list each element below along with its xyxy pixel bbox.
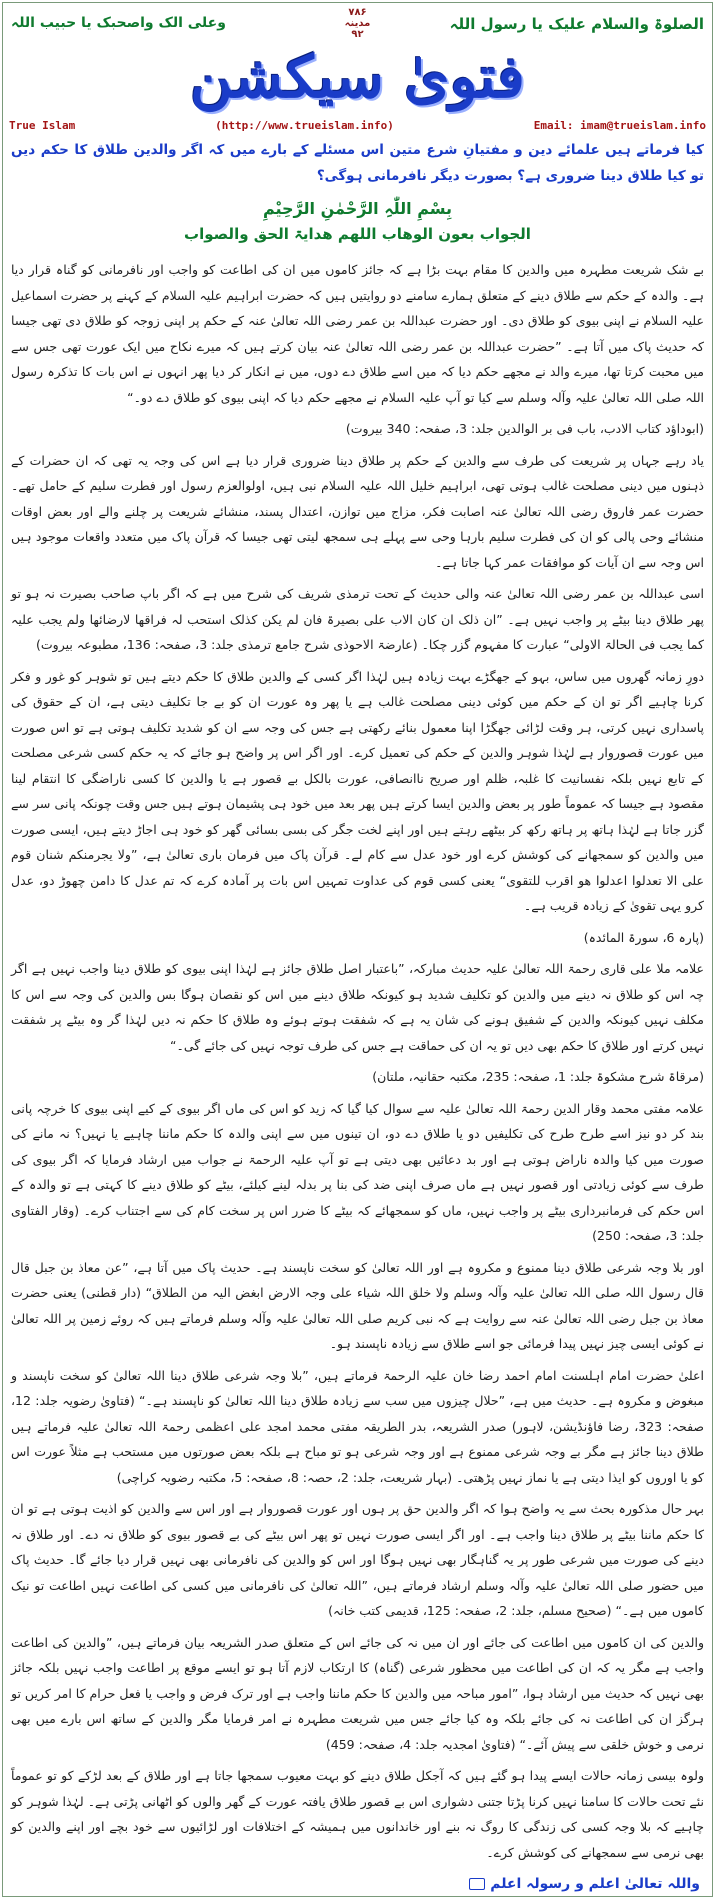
answer-paragraph: علامہ ملا علی قاری رحمۃ اللہ تعالیٰ علیہ حدیث مبارکہ، ”باعتبار اصل طلاق جائز ہے لہٰذا اپنی بیوی کو طلاق دینا واجب نہیں ہے اگر چہ اس کو طلاق نہ دینے میں والدین کو تکلیف شدید ہو کیونکہ طلاق دینے میں اس کو نقصان ہوگا بس والدین کی وجہ سے اس کا مکلف نہیں کیونکہ والدین کے شفیق ہونے کی شان یہ ہے کہ شفقت ہوتے ہوئے وہ طلاق کا حکم نہ دیں لہٰذا گر وہ بیٹے پر شفقت نہیں کرتے اور طلاق کا حکم بھی دیں تو یہ ان کی حماقت ہے جس کی طرف توجہ نہیں کی جائے گی۔“ <box>11 961 704 1053</box>
basmala: بِسْمِ اللّٰہِ الرَّحْمٰنِ الرَّحِیْمِ <box>262 199 453 218</box>
answer-body <box>11 257 704 1868</box>
answer-paragraph: بہر حال مذکورہ بحث سے یہ واضح ہوا کہ اگر والدین حق پر ہوں اور عورت قصوروار ہے اور اس سے والدین کو اذیت ہوتی ہے تو ان کا حکم ماننا بیٹے پر طلاق دینا واجب ہے۔ اور اگر ایسی صورت نہیں تو پھر اس بیٹے کی بے قصور بیوی کو طلاق نہ دے۔ اور طلاق نہ دینے کی صورت میں شرعی طور پر یہ گناہگار بھی نہیں ہوگا اور اس کو والدین کی نافرمانی بھی نہیں قرار دیا جائے گا۔ حدیث پاک میں حضور صلی اللہ تعالیٰ علیہ وآلہ وسلم ارشاد فرماتے ہیں، ”اللہ تعالیٰ کی نافرمانی میں کسی کی اطاعت نہیں اطاعت تو نیک کاموں میں ہے۔“ (صحیح مسلم، جلد: 2، صفحہ: 125، قدیمی کتب خانہ) <box>11 1501 704 1618</box>
reference-citation: (پارہ 6، سورۃ المائدہ) <box>583 929 704 945</box>
contact-ribbon <box>9 117 706 133</box>
reference-citation: (مرقاۃ شرح مشکوۃ جلد: 1، صفحہ: 235، مکتبہ حقانیہ، ملتان) <box>372 1069 704 1084</box>
answer-paragraph: اور بلا وجہ شرعی طلاق دینا ممنوع و مکروہ ہے اور اللہ تعالیٰ کو سخت ناپسند ہے۔ حدیث پاک میں آتا ہے، ”عن معاذ بن جبل قال قال رسول اللہ صلی اللہ تعالیٰ علیہ وآلہ وسلم ولا خلق اللہ شیاء علی وجہ الارض ابغض الیہ من الطلاق“ (دار قطنی) یعنی حضرت معاذ بن جبل رضی اللہ تعالیٰ عنہ سے روایت ہے کہ نبی کریم صلی اللہ تعالیٰ علیہ وآلہ وسلم فرماتے ہیں کہ روئے زمین پر اللہ تعالیٰ نے کوئی ایسی چیز نہیں پیدا فرمائی جو اسے طلاق سے زیادہ ناپسند ہو۔ <box>11 1259 704 1351</box>
question-text: کیا فرماتے ہیں علمائے دین و مفتیانِ شرع متین اس مسئلے کے بارے میں کہ اگر والدین طلاق کا حکم دیں تو کیا طلاق دینا ضروری ہے؟ بصورت دیگر نافرمانی ہوگی؟ <box>11 142 704 184</box>
reference-citation: (ابوداؤد کتاب الادب، باب فی بر الوالدین جلد: 3، صفحہ: 340 بیروت) <box>345 421 704 436</box>
closing-line <box>465 1876 700 1892</box>
answer-paragraph: یاد رہے جہاں پر شریعت کی طرف سے والدین کے حکم پر طلاق دینا ضروری قرار دیا ہے اس کی وجہ یہ تھی کہ ان حضرات کے ذہنوں میں دینی مصلحت غالب ہوتی تھی، ابراہیم خلیل اللہ علیہ السلام نبی ہیں، اولوالعزم رسول اور فطرت سلیم کے حامل تھے۔ حضرت عمر فاروق رضی اللہ تعالیٰ عنہ اصابت فکر، مزاج میں توازن، اعتدال پسند، منشائے شریعت پر چلنے والے اور بعض اوقات منشائے وحی پالی کو ان کی فطرت سلیم بارہا وحی سے پہلے ہی سمجھ لیتی تھی جیسا کہ قرآن پاک میں متعدد واقعات موجود ہیں اس وجہ سے ان آیات کو موافقات عمر کہا جاتا ہے۔ <box>11 452 704 570</box>
website-link[interactable]: (http://www.trueislam.info) <box>215 118 394 132</box>
answer-paragraph: والدین کی ان کاموں میں اطاعت کی جائے اور ان میں نہ کی جائے اس کے متعلق صدر الشریعہ بیان فرماتے ہیں، ”والدین کی اطاعت واجب ہے مگر یہ کہ ان کی اطاعت میں محظور شرعی (گناہ) کا ارتکاب لازم آتا ہو تو ایسے موقع پر اطاعت واجب نہیں بلکہ جائز بھی نہیں کہ حدیث میں ارشاد ہوا، ”امور مباحہ میں والدین کا حکم ماننا واجب ہے اور ترک فرض و واجب یا فعل حرام کا امر کریں تو ہرگز ان کی اطاعت نہ کی جائے بلکہ وہ کیا جائے جس میں شریعت مطہرہ نے امر فرمایا مگر والدین کے ساتھ اس بارے میں بھی نرمی و خوش خلقی سے پیش آئے۔“ (فتاویٰ امجدیہ جلد: 4، صفحہ: 459) <box>11 1634 704 1752</box>
number-786: ۷۸۶ <box>348 7 367 18</box>
site-name: True Islam <box>9 118 76 132</box>
number-madina: مدینہ <box>344 18 371 29</box>
email-address[interactable]: Email: imam@trueislam.info <box>533 118 706 132</box>
masthead-title: فتویٰ سیکشن <box>190 43 525 111</box>
answer-paragraph: دورِ زمانہ گھروں میں ساس، بہو کے جھگڑے بہت زیادہ ہیں لہٰذا اگر کسی کے والدین طلاق کا حکم دیتے ہیں تو شوہر کو غور و فکر کرنا چاہیے اگر تو ان کے حکم میں کوئی دینی مصلحت غالب ہے یا پھر وہ عورت ان کو بے جا تکلیف دیتی ہے، ان کے حقوق کی پاسداری نہیں کرتی، ہر وقت لڑائی جھگڑا اپنا معمول بنائے رکھتی ہے جس کی وجہ سے ان کو شدید تکلیف ہوتی ہے تو اس صورت میں عورت قصوروار ہے لہٰذا شوہر والدین کے حکم کی تعمیل کرے۔ اور اگر اس پر واضح ہو جائے کہ یہ حکم کسی شرعی مصلحت کے تابع نہیں بلکہ نفسانیت کا غلبہ، ظلم اور صریح ناانصافی، عورت بالکل بے قصور ہے یا والدین کا کسی ناراضگی کا انتقام لینا مقصود ہے جیسا کہ عموماً طور پر بعض والدین ایسا کرتے ہیں پھر بعد میں خود ہی پشیمان ہوتے ہیں جس وقت چونکہ پانی سر سے گزر جاتا ہے لہٰذا ہاتھ پر ہاتھ رکھ کر بیٹھے رہتے ہیں اور اپنے لخت جگر کی بسی بسائی گھر کو خود ہی اجاڑ دیتے ہیں، ایسی صورت میں والدین کو سمجھانے کی کوشش کرے اور خود عدل سے کام لے۔ قرآن پاک میں فرمان باری تعالیٰ ہے، ”ولا یجرمنکم شنان قوم علی الا تعدلوا اعدلوا ھو اقرب للتقوی“ یعنی کسی قوم کی عداوت تمہیں اس بات پر آمادہ کرے کہ تم عدل کا دامن چھوڑ دو، عدل کرو یہی تقویٰ کے زیادہ قریب ہے۔ <box>11 668 704 913</box>
number-92: ۹۲ <box>351 29 364 40</box>
number-block <box>345 7 371 40</box>
masthead <box>3 41 712 117</box>
answer-paragraph: اعلیٰ حضرت امام اہلسنت امام احمد رضا خان علیہ الرحمۃ فرماتے ہیں، ”بلا وجہ شرعی طلاق دینا اللہ تعالیٰ کو سخت ناپسند و مبغوض و مکروہ ہے۔ حدیث میں ہے، ”حلال چیزوں میں سب سے زیادہ طلاق دینا اللہ تعالیٰ کو ناپسند ہے۔“ (فتاویٰ رضویہ جلد: 12، صفحہ: 323، رضا فاؤنڈیشن، لاہور) صدر الشریعہ، بدر الطریقہ مفتی محمد امجد علی اعظمی رحمۃ اللہ تعالیٰ علیہ فرماتے ہیں طلاق دینا جائز ہے مگر بے وجہ شرعی ممنوع ہے اور وجہ شرعی ہو تو مباح ہے بلکہ بعض صورتوں میں مستحب ہے مثلاً عورت اس کو یا اوروں کو ایذا دیتی ہے یا نماز نہیں پڑھتی۔ (بہار شریعت، جلد: 2، حصہ: 8، صفحہ: 5، مکتبہ رضویہ کراچی) <box>11 1367 705 1485</box>
fatwa-page <box>2 2 713 1897</box>
answer-paragraph: ولوہ بیسی زمانہ حالات ایسے پیدا ہو گئے ہیں کہ آجکل طلاق دینے کو بہت معیوب سمجھا جاتا ہے اور طلاق کے بعد لڑکے کو تو عموماً نئے تحت حالات کا سامنا نہیں کرنا پڑتا جتنی دشواری اس بے قصور طلاق یافتہ عورت کے گھر والوں کو اٹھانی پڑتی ہے۔ لہٰذا شوہر کو چاہیے کہ بلا وجہ کسی کی زندگی کا روگ نہ بنے اور خاندانوں میں ہمیشہ کے اختلافات اور لڑائیوں سے خود بچے اور اپنے والدین کو بھی نرمی سے سمجھانے کی کوشش کرے۔ <box>11 1768 705 1860</box>
salutation-right: الصلوۃ والسلام علیک یا رسول اللہ <box>449 15 704 33</box>
answer-paragraph: علامہ مفتی محمد وقار الدین رحمۃ اللہ تعالیٰ علیہ سے سوال کیا گیا کہ زید کو اس کی ماں اگر بیوی کے کیے اپنی بیوی کا خرچہ پانی بند کر دو نیز اسے طرح طرح کی تکلیفیں دو یا طلاق دے دو، ان تینوں میں سے اپنی والدہ کا حکم ماننا چاہیے یا نہیں؟ نہ مانے کی صورت میں کیا والدہ ناراض ہوتی ہے اور بد دعائیں بھی دیتی ہے تو آپ علیہ الرحمۃ نے جواب میں ارشاد فرمایا کہ اگر بیوی کی طرف سے کوئی زیادتی اور قصور نہیں ہے ماں صرف اپنی ضد کی بنا پر بدلہ لینے کیلئے، بیٹے کو طلاق دینے کا کہتی ہے تو والدہ کے اس حکم کی فرمانبرداری بیٹے پر واجب نہیں، ماں کو سمجھائے کہ بیٹے کا ضرر اس پر سخت کام کی سے اجتناب کرے۔ (وقار الفتاوی جلد: 3، صفحہ: 250) <box>11 1100 704 1243</box>
answer-heading: الجواب بعون الوھاب اللھم ھدایۃ الحق والصواب <box>184 225 531 243</box>
top-salutation-row <box>11 7 704 43</box>
closing-text: واللہ تعالیٰ اعلم و رسولہ اعلم <box>490 1876 700 1892</box>
seal-icon <box>469 1878 485 1890</box>
salutation-left: وعلی الک واصحبک یا حبیب اللہ <box>11 15 226 31</box>
answer-paragraph: بے شک شریعت مطہرہ میں والدین کا مقام بہت بڑا ہے کہ جائز کاموں میں ان کی اطاعت کو واجب اور نافرمانی کو گناہ قرار دیا ہے۔ والدہ کے حکم سے طلاق دینے کے متعلق ہمارے سامنے دو روایتیں ہیں کہ حضرت ابراہیم علیہ السلام کے کہنے پر حضرت اسماعیل علیہ السلام نے اپنی بیوی کو طلاق دی۔ اور حضرت عبداللہ بن عمر رضی اللہ تعالیٰ عنہ کے حکم پر اپنی زوجہ کو طلاق دی تھی جیسا کہ حدیث پاک میں آتا ہے۔ ”حضرت عبداللہ بن عمر رضی اللہ تعالیٰ عنہ بیان کرتے ہیں کہ میرے نکاح میں ایک عورت تھی جس سے میں محبت کرتا تھا، میرے والد نے مجھے حکم دیا کہ میں اسے طلاق دے دوں، میں نے انکار کر دیا پھر انہوں نے اس بات کا تذکرہ رسول اللہ صلی اللہ تعالیٰ علیہ وآلہ وسلم سے کیا تو آپ علیہ السلام نے مجھے حکم دیا کہ اپنی بیوی کو طلاق دے دو۔“ <box>11 262 704 405</box>
answer-paragraph: اسی عبداللہ بن عمر رضی اللہ تعالیٰ عنہ والی حدیث کے تحت ترمذی شریف کی شرح میں ہے کہ اگر باپ صاحب بصیرت نہ ہو تو پھر طلاق دینا بیٹے پر واجب نہیں ہے۔ ”ان ذلک ان کان الاب علی بصیرۃ فان لم یکن کذلک استحب لہ فراقھا لارضائھا ولم یجب علیہ کما یجب فی الحالۃ الاولی“ عبارت کا مفہوم گزر چکا۔ (عارضۃ الاحوذی شرح جامع ترمذی جلد: 3، صفحہ: 136، مطبوعہ بیروت) <box>11 586 704 652</box>
